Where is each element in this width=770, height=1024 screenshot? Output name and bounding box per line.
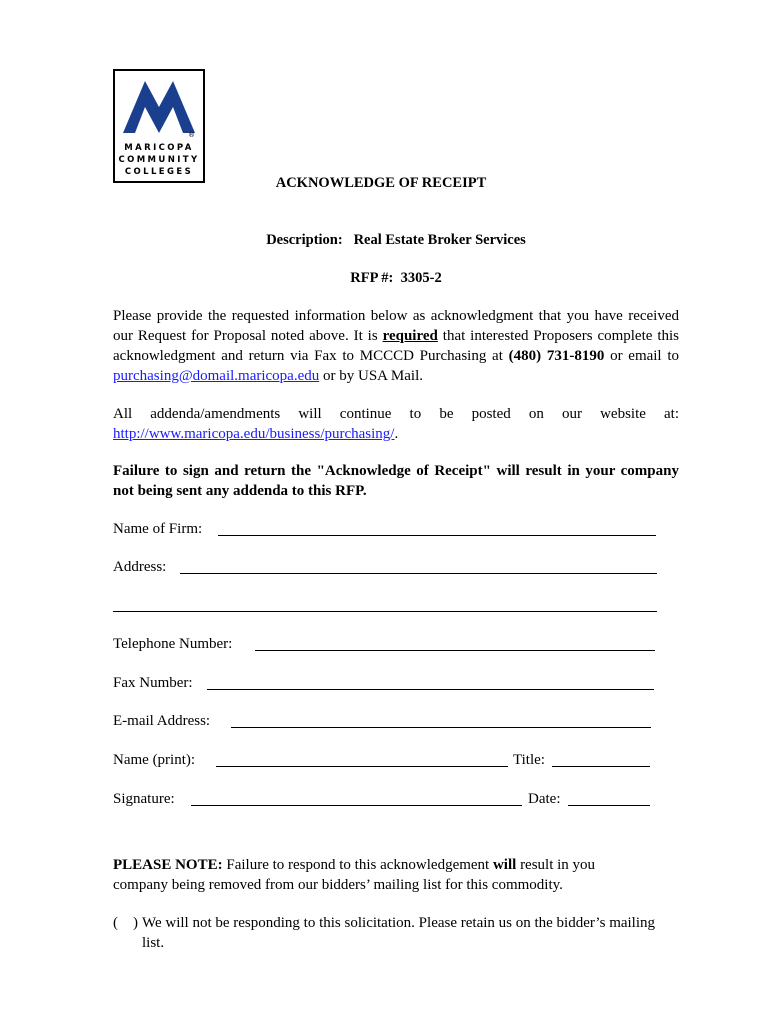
optout-checkbox[interactable]: ( ) xyxy=(113,915,138,931)
description-line xyxy=(113,232,679,249)
intro-text-1: Please provide the requested information below as acknowledgment that you have received our Request for Proposal noted above. It is xyxy=(113,308,679,344)
telephone-label: Telephone Number: xyxy=(113,636,233,652)
intro-text-3: or email to xyxy=(604,348,679,364)
maricopa-logo xyxy=(113,69,205,183)
description-label: Description: xyxy=(266,232,343,248)
addenda-end: . xyxy=(394,426,399,442)
email-field[interactable] xyxy=(231,726,651,728)
intro-paragraph xyxy=(113,306,679,386)
rfp-number: 3305-2 xyxy=(400,270,442,286)
purchasing-email-link[interactable]: purchasing@domail.maricopa.edu xyxy=(113,368,320,384)
telephone-field[interactable] xyxy=(255,649,655,651)
firm-name-field[interactable] xyxy=(218,534,656,536)
fax-field[interactable] xyxy=(207,688,654,690)
logo-mark-icon xyxy=(121,77,197,135)
please-note-label: PLEASE NOTE: xyxy=(113,857,223,873)
email-label: E-mail Address: xyxy=(113,713,211,729)
fax-label: Fax Number: xyxy=(113,675,193,691)
address-label: Address: xyxy=(113,559,167,575)
addenda-paragraph xyxy=(113,404,679,444)
description-value: Real Estate Broker Services xyxy=(353,232,526,248)
required-emphasis: required xyxy=(382,328,438,344)
intro-text-4: or by USA Mail. xyxy=(319,368,424,384)
name-print-label: Name (print): xyxy=(113,752,196,768)
registered-mark: ® xyxy=(188,131,195,139)
signature-field[interactable] xyxy=(191,804,522,806)
note-text-1: Failure to respond to this acknowledgement xyxy=(222,857,493,873)
purchasing-website-link[interactable]: http://www.maricopa.edu/business/purchasing/ xyxy=(113,426,395,442)
title-label: Title: xyxy=(513,752,545,768)
warning-paragraph: Failure to sign and return the "Acknowledge of Receipt" will result in your company not being sent any addenda to this RFP. xyxy=(113,463,679,499)
address-field-line-2[interactable] xyxy=(113,610,657,612)
rfp-line xyxy=(113,270,679,287)
fax-number: (480) 731-8190 xyxy=(508,348,605,364)
page-title: ACKNOWLEDGE OF RECEIPT xyxy=(275,175,487,191)
note-will-emphasis: will xyxy=(492,857,517,873)
intro-text-2: that interested Proposers complete this acknowledgment and return via Fax to MCCCD Purchasing at xyxy=(113,328,679,364)
date-field[interactable] xyxy=(568,804,650,806)
date-label: Date: xyxy=(528,791,561,807)
optout-text: We will not be responding to this solicitation. Please retain us on the bidder’s mailing list. xyxy=(142,915,656,951)
title-field[interactable] xyxy=(552,765,650,767)
addenda-text: All addenda/amendments will continue to be posted on our website at: xyxy=(113,406,679,422)
please-note-paragraph xyxy=(113,855,653,895)
signature-label: Signature: xyxy=(113,791,175,807)
name-print-field[interactable] xyxy=(216,765,508,767)
rfp-label: RFP #: xyxy=(350,270,394,286)
firm-name-label: Name of Firm: xyxy=(113,521,203,537)
address-field-line-1[interactable] xyxy=(180,572,657,574)
note-text-2: result in you company being removed from our bidders’ mailing list for this commodity. xyxy=(113,857,596,893)
logo-line-maricopa: MARICOPA xyxy=(124,143,194,153)
logo-line-community: COMMUNITY xyxy=(118,155,200,165)
logo-line-colleges: COLLEGES xyxy=(124,167,194,177)
